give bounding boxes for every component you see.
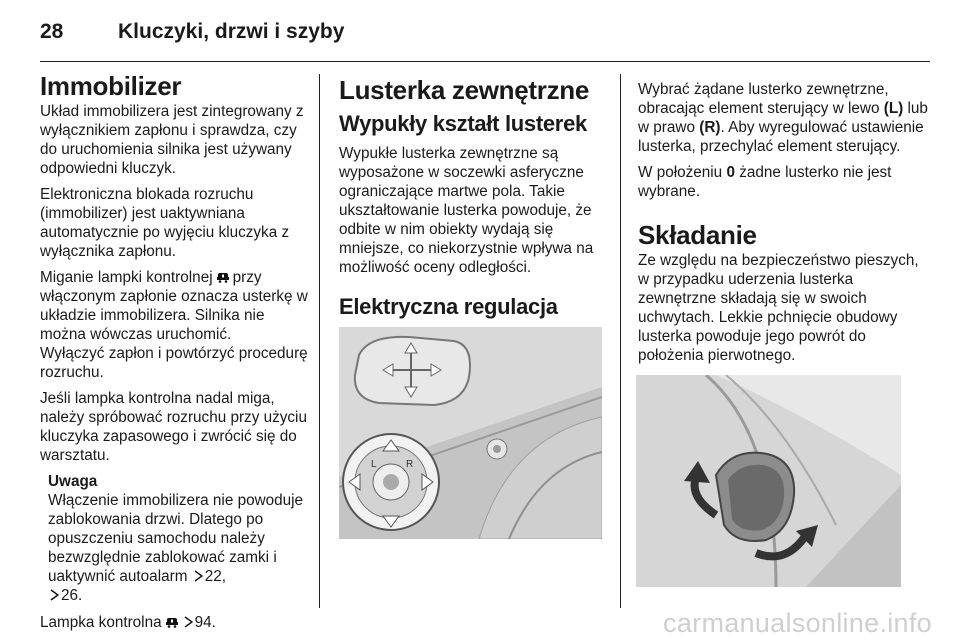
immobilizer-heading: Immobilizer bbox=[40, 71, 182, 101]
immobilizer-paragraph-2: Elektroniczna blokada rozruchu (immobilizer) jest uaktywniana automatycznie po wyjęciu kluczyka z wyłącznika zapłonu. bbox=[40, 186, 290, 260]
reference-arrow-icon bbox=[184, 616, 193, 628]
mirrors-heading: Lusterka zewnętrzne bbox=[339, 75, 590, 105]
column-adjust-fold bbox=[638, 80, 930, 372]
column-divider-2 bbox=[620, 74, 621, 608]
reference-arrow-icon bbox=[50, 589, 59, 601]
convex-subheading: Wypukły kształt lusterek bbox=[339, 111, 587, 136]
control-knob-detail bbox=[343, 434, 439, 530]
immobilizer-lamp-icon bbox=[165, 616, 179, 628]
mirror-control-illustration bbox=[339, 327, 602, 539]
note-block bbox=[40, 472, 310, 605]
select-mirror-paragraph: Wybrać żądane lusterko zewnętrzne, obracając element sterujący w lewo (L) lub w prawo (R). Aby wyregulować ustawienie lusterka, przechylać element sterujący. bbox=[638, 81, 928, 155]
chapter-title: Kluczyki, drzwi i szyby bbox=[118, 20, 345, 43]
lamp-line: Lampka kontrolna 94. bbox=[40, 614, 216, 631]
mirror-folding-illustration bbox=[636, 375, 901, 587]
watermark: carmanualsonline.info bbox=[663, 608, 932, 638]
note-text: Włączenie immobilizera nie powoduje zablokowania drzwi. Dlatego po opuszczeniu samochodu należy bezwzględnie zablokować zamki i uaktywnić autoalarm 22, 26. bbox=[48, 492, 304, 604]
mirror-folding-drawing bbox=[636, 375, 901, 587]
label-r: R bbox=[406, 459, 414, 470]
note-ref-2[interactable]: 26. bbox=[61, 587, 83, 604]
immobilizer-lamp-icon bbox=[216, 271, 230, 283]
label-l: L bbox=[371, 459, 377, 470]
convex-paragraph: Wypukłe lusterka zewnętrzne są wyposażone w soczewki asferyczne ograniczające martwe pola. Takie ukształtowanie lusterka powoduje, że odbite w nim obiekty wydają się mniejsze, co niekorzystnie wpływa na możliwość oceny odległości. bbox=[339, 145, 594, 276]
page-header bbox=[40, 16, 930, 46]
column-mirrors bbox=[339, 74, 605, 321]
page-number: 28 bbox=[40, 20, 64, 43]
immobilizer-paragraph-1: Układ immobilizera jest zintegrowany z wyłącznikiem zapłonu i sprawdza, czy do uruchomienia silnika jest używany odpowiedni kluczyk. bbox=[40, 103, 304, 177]
folding-mirror-housing bbox=[716, 453, 794, 541]
folding-paragraph: Ze względu na bezpieczeństwo pieszych, w przypadku uderzenia lusterka zewnętrzne składają się w swoich uchwytach. Lekkie pchnięcie obudowy lusterka powoduje jego powrót do położenia pierwotnego. bbox=[638, 252, 919, 364]
header-rule bbox=[40, 61, 930, 62]
immobilizer-paragraph-4: Jeśli lampka kontrolna nadal miga, należy spróbować rozruchu przy użyciu kluczyka zapasowego i zwrócić się do warsztatu. bbox=[40, 390, 307, 464]
note-ref-1[interactable]: 22, bbox=[204, 568, 226, 585]
folding-heading: Składanie bbox=[638, 220, 757, 250]
mirror-glass bbox=[355, 337, 470, 405]
column-immobilizer bbox=[40, 70, 310, 639]
column-divider-1 bbox=[319, 74, 320, 608]
lamp-ref[interactable]: 94. bbox=[194, 614, 216, 631]
position-zero-paragraph: W położeniu 0 żadne lusterko nie jest wybrane. bbox=[638, 164, 892, 200]
immobilizer-paragraph-3b: Wyłączyć zapłon i powtórzyć procedurę rozruchu. bbox=[40, 345, 308, 381]
reference-arrow-icon bbox=[194, 570, 203, 582]
immobilizer-paragraph-3: Miganie lampki kontrolnej przy włączonym zapłonie oznacza usterkę w układzie immobilizera. Silnika nie można wówczas uruchomić. bbox=[40, 269, 308, 343]
note-title: Uwaga bbox=[48, 473, 98, 490]
electric-adjustment-subheading: Elektryczna regulacja bbox=[339, 294, 558, 319]
mirror-control-drawing bbox=[339, 327, 602, 539]
